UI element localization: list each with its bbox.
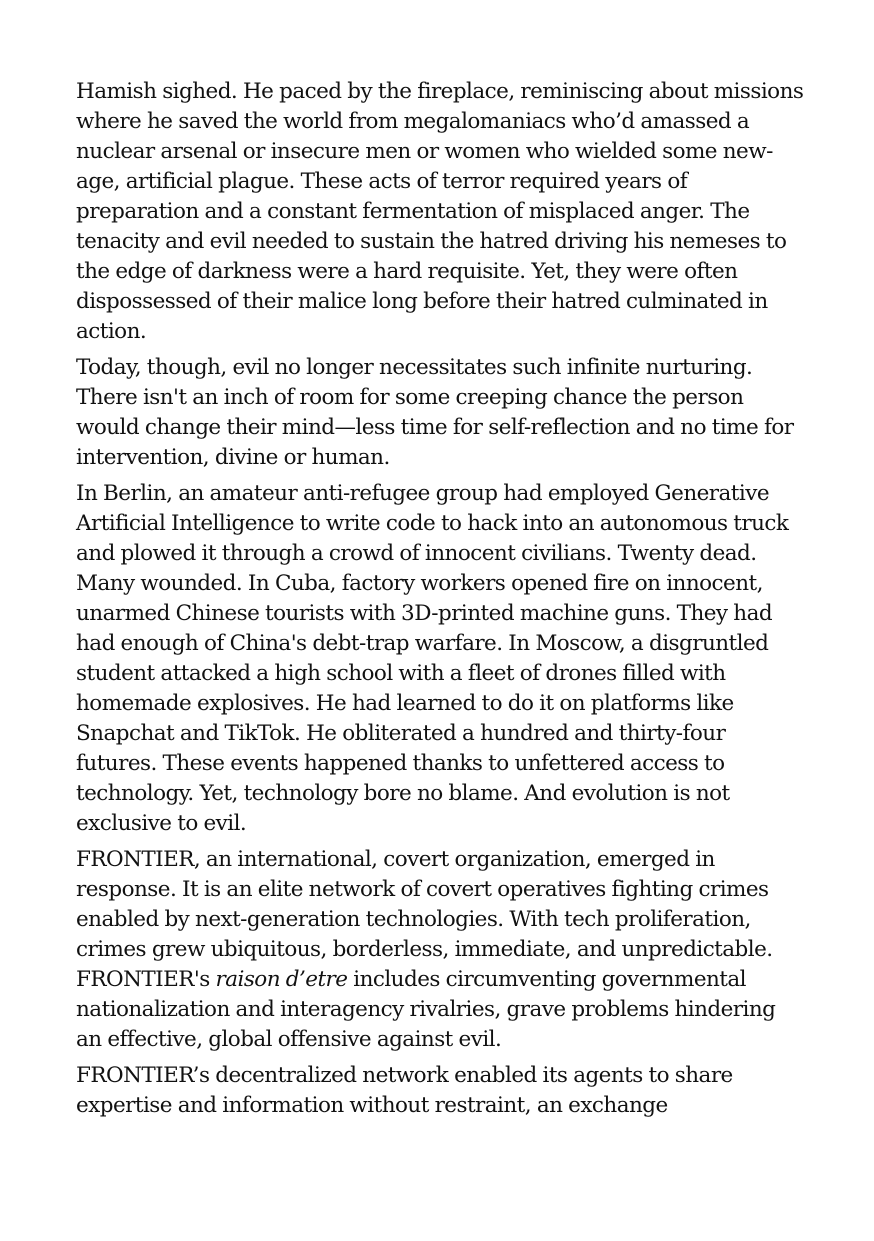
paragraph-frontier-organization: [76, 845, 806, 1055]
paragraph-in-berlin: In Berlin, an amateur anti-refugee group had employed Generative Artificial Intelligence to write code to hack into an autonomous truck and plowed it through a crowd of innocent civilians. Twenty dead. Many wounded. In Cuba, factory workers opened fire on innocent, unarmed Chinese tourists with 3D-printed machine guns. They had had enough of China's debt-trap warfare. In Moscow, a disgruntled student attacked a high school with a fleet of drones filled with homemade explosives. He had learned to do it on platforms like Snapchat and TikTok. He obliterated a hundred and thirty-four futures. These events happened thanks to unfettered access to technology. Yet, technology bore no blame. And evolution is not exclusive to evil.: [76, 481, 789, 836]
raison-detre-italic: raison d’etre: [215, 967, 348, 992]
paragraph-frontier-text-before: FRONTIER, an international, covert organization, emerged in response. It is an elite network of covert operatives fighting crimes enabled by next-generation technologies. With tech proliferation, crimes grew ubiquitous, borderless, immediate, and unpredictable. FRONTIER's: [76, 847, 773, 992]
paragraph-today-though: Today, though, evil no longer necessitates such infinite nurturing. There isn't an inch of room for some creeping chance the person would change their mind—less time for self-reflection and no time for intervention, divine or human.: [76, 355, 794, 470]
paragraph-hamish-sighed: Hamish sighed. He paced by the fireplace, reminiscing about missions where he saved the world from megalomaniacs who’d amassed a nuclear arsenal or insecure men or women who wielded some new-age, artificial plague. These acts of terror required years of preparation and a constant fermentation of misplaced anger. The tenacity and evil needed to sustain the hatred driving his nemeses to the edge of darkness were a hard requisite. Yet, they were often dispossessed of their malice long before their hatred culminated in action.: [76, 79, 804, 344]
paragraph-frontier-network: FRONTIER’s decentralized network enabled its agents to share expertise and information without restraint, an exchange: [76, 1063, 733, 1118]
document-page: [76, 77, 806, 1127]
paragraph-frontier-text-after: includes circumventing governmental nationalization and interagency rivalries, grave problems hindering an effective, global offensive against evil.: [76, 967, 776, 1052]
